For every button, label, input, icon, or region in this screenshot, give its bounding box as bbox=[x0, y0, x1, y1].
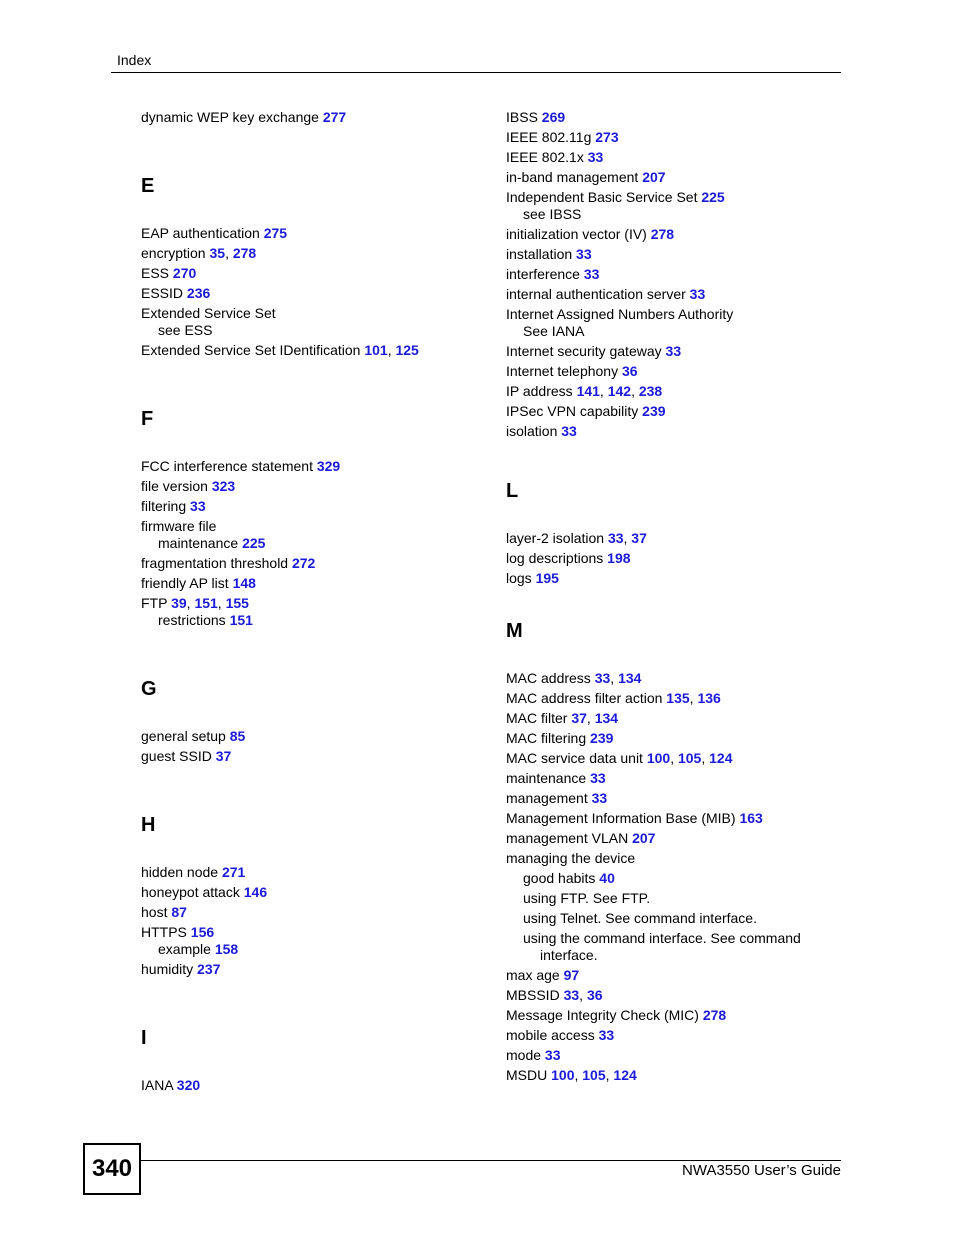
index-subentry bbox=[506, 890, 836, 907]
page-link[interactable]: 225 bbox=[701, 189, 725, 205]
index-term: MAC filtering bbox=[506, 730, 591, 746]
index-entry bbox=[141, 265, 471, 282]
index-term: IEEE 802.11g bbox=[506, 129, 596, 145]
index-term: managing the device bbox=[506, 850, 636, 866]
page-link[interactable]: 97 bbox=[563, 967, 580, 983]
page-link[interactable]: 124 bbox=[709, 750, 733, 766]
index-letter-m: M bbox=[506, 620, 523, 642]
page-link[interactable]: 36 bbox=[586, 987, 603, 1003]
page-link[interactable]: 33 bbox=[598, 1027, 615, 1043]
page-link[interactable]: 125 bbox=[395, 342, 419, 358]
index-entry bbox=[506, 343, 836, 360]
index-subentry bbox=[506, 323, 836, 340]
page-link[interactable]: 269 bbox=[541, 109, 566, 125]
index-term: guest SSID bbox=[141, 748, 216, 764]
index-group bbox=[141, 1077, 471, 1094]
index-entry bbox=[141, 924, 471, 941]
page-link[interactable]: 198 bbox=[607, 550, 631, 566]
page-link[interactable]: 33 bbox=[587, 149, 604, 165]
index-letter-l: L bbox=[506, 480, 519, 502]
page-link[interactable]: 270 bbox=[172, 265, 197, 281]
index-term: MAC address filter action bbox=[506, 690, 667, 706]
index-column-right bbox=[506, 106, 836, 1084]
page-link[interactable]: 100 bbox=[646, 750, 671, 766]
page-link[interactable]: 271 bbox=[221, 864, 246, 880]
index-entry: Extended Service Set IDentification 101, 125 bbox=[141, 342, 419, 358]
index-entry bbox=[506, 790, 836, 807]
index-subentry bbox=[506, 206, 836, 223]
index-entry: MAC address filter action 135, 136 bbox=[506, 690, 721, 706]
index-subentry bbox=[141, 612, 471, 629]
index-entry bbox=[141, 748, 471, 765]
index-letter-h: H bbox=[141, 814, 156, 836]
index-subterm: see ESS bbox=[158, 322, 213, 338]
index-term: MAC filter bbox=[506, 710, 572, 726]
index-group bbox=[141, 458, 471, 629]
index-subterm: See IANA bbox=[523, 323, 585, 339]
page-link[interactable]: 33 bbox=[544, 1047, 561, 1063]
index-term: MBSSID bbox=[506, 987, 564, 1003]
page-link[interactable]: 33 bbox=[591, 790, 608, 806]
index-term: Extended Service Set bbox=[141, 305, 276, 321]
index-term: Extended Service Set IDentification bbox=[141, 342, 365, 358]
page-link[interactable]: 33 bbox=[583, 266, 600, 282]
index-term: IEEE 802.1x bbox=[506, 149, 588, 165]
index-entry bbox=[141, 575, 471, 592]
page-link[interactable]: 239 bbox=[642, 403, 666, 419]
index-subterm: good habits bbox=[523, 870, 600, 886]
index-entry bbox=[506, 189, 836, 206]
index-term: IP address bbox=[506, 383, 577, 399]
page-link[interactable]: 207 bbox=[642, 169, 666, 185]
index-entry bbox=[506, 730, 836, 747]
index-term: general setup bbox=[141, 728, 230, 744]
index-entry: MAC service data unit 100, 105, 124 bbox=[506, 750, 733, 766]
index-entry bbox=[506, 266, 836, 283]
index-subterm: using the command interface. See command bbox=[523, 930, 801, 946]
index-entry bbox=[141, 305, 471, 322]
index-term: management VLAN bbox=[506, 830, 633, 846]
index-term: max age bbox=[506, 967, 564, 983]
header-rule bbox=[111, 72, 841, 73]
page-link[interactable]: 33 bbox=[563, 987, 580, 1003]
index-letter-g: G bbox=[141, 678, 157, 700]
index-term: fragmentation threshold bbox=[141, 555, 292, 571]
index-entry bbox=[141, 864, 471, 881]
index-term: firmware file bbox=[141, 518, 217, 534]
page-link[interactable]: 142 bbox=[607, 383, 632, 399]
page-link[interactable]: 37 bbox=[571, 710, 587, 726]
index-entry bbox=[506, 1007, 836, 1024]
index-term: host bbox=[141, 904, 172, 920]
index-entry bbox=[506, 109, 836, 126]
index-term: mode bbox=[506, 1047, 545, 1063]
page-link[interactable]: 237 bbox=[197, 961, 221, 977]
index-entry bbox=[141, 225, 471, 242]
index-entry bbox=[506, 770, 836, 787]
index-subentry bbox=[506, 910, 836, 927]
index-entry: MAC filter 37, 134 bbox=[506, 710, 619, 726]
index-entry bbox=[506, 1047, 836, 1064]
page-link[interactable]: 37 bbox=[631, 530, 647, 546]
index-term: IPSec VPN capability bbox=[506, 403, 643, 419]
index-entry bbox=[141, 884, 471, 901]
page-link[interactable]: 278 bbox=[702, 1007, 727, 1023]
index-entry: IP address 141, 142, 238 bbox=[506, 383, 663, 399]
index-entry bbox=[141, 518, 471, 535]
index-term: installation bbox=[506, 246, 577, 262]
page-link[interactable]: 155 bbox=[225, 595, 249, 611]
running-header: Index bbox=[117, 52, 152, 68]
page-link[interactable]: 277 bbox=[322, 109, 347, 125]
index-subterm: restrictions bbox=[158, 612, 230, 628]
index-entry bbox=[506, 169, 836, 186]
index-term: humidity bbox=[141, 961, 198, 977]
index-term: encryption bbox=[141, 245, 210, 261]
index-term: IANA bbox=[141, 1077, 177, 1093]
page-link[interactable]: 148 bbox=[232, 575, 256, 591]
index-term: mobile access bbox=[506, 1027, 599, 1043]
index-group bbox=[141, 225, 471, 359]
index-subterm: example bbox=[158, 941, 215, 957]
index-term: Internet Assigned Numbers Authority bbox=[506, 306, 734, 322]
index-entry bbox=[506, 363, 836, 380]
page-link[interactable]: 163 bbox=[739, 810, 763, 826]
page-link[interactable]: 278 bbox=[650, 226, 675, 242]
index-entry bbox=[141, 458, 471, 475]
page-link[interactable]: 273 bbox=[595, 129, 619, 145]
page-link[interactable]: 101 bbox=[364, 342, 388, 358]
page-link[interactable]: 39 bbox=[171, 595, 187, 611]
index-term: EAP authentication bbox=[141, 225, 264, 241]
page-link[interactable]: 320 bbox=[176, 1077, 201, 1093]
page-link[interactable]: 105 bbox=[677, 750, 702, 766]
index-term: in-band management bbox=[506, 169, 643, 185]
page-link[interactable]: 275 bbox=[263, 225, 288, 241]
index-entry: FTP 39, 151, 155 bbox=[141, 595, 249, 611]
index-group bbox=[141, 109, 471, 126]
page-link[interactable]: 146 bbox=[243, 884, 268, 900]
page-link[interactable]: 134 bbox=[618, 670, 642, 686]
index-entry bbox=[506, 129, 836, 146]
index-term: dynamic WEP key exchange bbox=[141, 109, 323, 125]
index-subentry bbox=[141, 535, 471, 552]
page-link[interactable]: 37 bbox=[215, 748, 232, 764]
index-term: ESS bbox=[141, 265, 173, 281]
index-term: MAC address bbox=[506, 670, 595, 686]
index-entry bbox=[141, 904, 471, 921]
index-entry bbox=[141, 961, 471, 978]
page-link[interactable]: 151 bbox=[229, 612, 253, 628]
page-link[interactable]: 33 bbox=[689, 286, 706, 302]
page-link[interactable]: 136 bbox=[697, 690, 721, 706]
index-group bbox=[506, 109, 836, 440]
index-term: logs bbox=[506, 570, 536, 586]
index-entry bbox=[506, 810, 836, 827]
index-term: HTTPS bbox=[141, 924, 191, 940]
page-link[interactable]: 156 bbox=[190, 924, 215, 940]
index-term: FTP bbox=[141, 595, 172, 611]
index-entry: layer-2 isolation 33, 37 bbox=[506, 530, 647, 546]
page-link[interactable]: 40 bbox=[599, 870, 615, 886]
page-link[interactable]: 135 bbox=[666, 690, 690, 706]
index-term: friendly AP list bbox=[141, 575, 233, 591]
index-term: log descriptions bbox=[506, 550, 608, 566]
page-link[interactable]: 33 bbox=[590, 770, 606, 786]
page-link[interactable]: 239 bbox=[590, 730, 614, 746]
index-subentry bbox=[141, 941, 471, 958]
index-term: MAC service data unit bbox=[506, 750, 647, 766]
index-letter-e: E bbox=[141, 175, 155, 197]
page-link[interactable]: 33 bbox=[594, 670, 611, 686]
index-term: Internet security gateway bbox=[506, 343, 666, 359]
page-link[interactable]: 36 bbox=[621, 363, 638, 379]
index-entry bbox=[506, 149, 836, 166]
index-entry bbox=[506, 1027, 836, 1044]
index-entry bbox=[506, 306, 836, 323]
page-link[interactable]: 100 bbox=[551, 1067, 575, 1083]
index-subentry bbox=[141, 322, 471, 339]
index-subterm: using Telnet. See command interface. bbox=[523, 910, 757, 926]
index-group bbox=[141, 728, 471, 765]
index-entry bbox=[141, 498, 471, 515]
index-term: management bbox=[506, 790, 592, 806]
page-link[interactable]: 238 bbox=[638, 383, 663, 399]
page-link[interactable]: 105 bbox=[582, 1067, 606, 1083]
page-link[interactable]: 151 bbox=[194, 595, 218, 611]
page-link[interactable]: 33 bbox=[576, 246, 592, 262]
index-entry bbox=[141, 478, 471, 495]
page-link[interactable]: 225 bbox=[242, 535, 266, 551]
page-link[interactable]: 207 bbox=[632, 830, 656, 846]
page-link[interactable]: 141 bbox=[576, 383, 600, 399]
index-entry bbox=[506, 570, 836, 587]
page-link[interactable]: 87 bbox=[171, 904, 187, 920]
page-link[interactable]: 278 bbox=[232, 245, 257, 261]
index-term: file version bbox=[141, 478, 212, 494]
index-term: ESSID bbox=[141, 285, 187, 301]
index-subentry-continuation: interface. bbox=[540, 947, 598, 963]
index-entry bbox=[506, 550, 836, 567]
index-letter-f: F bbox=[141, 408, 154, 430]
page-link[interactable]: 158 bbox=[214, 941, 239, 957]
index-term: hidden node bbox=[141, 864, 222, 880]
index-entry bbox=[506, 423, 836, 440]
index-term: internal authentication server bbox=[506, 286, 690, 302]
index-subterm: see IBSS bbox=[523, 206, 582, 222]
index-entry: MSDU 100, 105, 124 bbox=[506, 1067, 637, 1083]
index-entry bbox=[141, 285, 471, 302]
index-column-left bbox=[141, 106, 471, 1094]
page-link[interactable]: 195 bbox=[535, 570, 559, 586]
page-link[interactable]: 329 bbox=[316, 458, 341, 474]
index-term: Message Integrity Check (MIC) bbox=[506, 1007, 703, 1023]
page-link[interactable]: 33 bbox=[607, 530, 624, 546]
index-term: IBSS bbox=[506, 109, 542, 125]
page-link[interactable]: 85 bbox=[229, 728, 246, 744]
index-entry bbox=[506, 246, 836, 263]
index-term: layer-2 isolation bbox=[506, 530, 608, 546]
index-term: Internet telephony bbox=[506, 363, 622, 379]
index-term: filtering bbox=[141, 498, 191, 514]
index-group bbox=[506, 670, 836, 1084]
index-group bbox=[506, 530, 836, 587]
index-entry bbox=[141, 109, 471, 126]
index-term: Management Information Base (MIB) bbox=[506, 810, 740, 826]
page-link[interactable]: 272 bbox=[291, 555, 316, 571]
page-link[interactable]: 134 bbox=[594, 710, 619, 726]
index-entry bbox=[506, 226, 836, 243]
index-term: honeypot attack bbox=[141, 884, 244, 900]
index-entry bbox=[141, 728, 471, 745]
index-entry: MBSSID 33, 36 bbox=[506, 987, 603, 1003]
page-link[interactable]: 323 bbox=[211, 478, 236, 494]
index-entry bbox=[506, 830, 836, 847]
index-entry: encryption 35, 278 bbox=[141, 245, 257, 261]
page-number: 340 bbox=[83, 1143, 141, 1195]
page-link[interactable]: 33 bbox=[190, 498, 206, 514]
index-group bbox=[141, 864, 471, 978]
guide-title: NWA3550 User’s Guide bbox=[682, 1162, 841, 1179]
index-term: MSDU bbox=[506, 1067, 552, 1083]
index-subentry bbox=[506, 930, 836, 947]
page-link[interactable]: 124 bbox=[613, 1067, 637, 1083]
page-link[interactable]: 35 bbox=[209, 245, 226, 261]
index-entry bbox=[506, 967, 836, 984]
index-entry bbox=[506, 850, 836, 867]
index-term: interference bbox=[506, 266, 584, 282]
index-subterm: maintenance bbox=[158, 535, 243, 551]
index-subterm: using FTP. See FTP. bbox=[523, 890, 651, 906]
page-link[interactable]: 33 bbox=[561, 423, 577, 439]
index-entry: MAC address 33, 134 bbox=[506, 670, 642, 686]
index-entry bbox=[506, 403, 836, 420]
footer-rule bbox=[141, 1160, 841, 1161]
page-link[interactable]: 236 bbox=[186, 285, 211, 301]
index-entry bbox=[506, 286, 836, 303]
index-term: Independent Basic Service Set bbox=[506, 189, 702, 205]
index-subentry bbox=[506, 870, 836, 887]
index-term: isolation bbox=[506, 423, 562, 439]
page-link[interactable]: 33 bbox=[665, 343, 682, 359]
index-term: FCC interference statement bbox=[141, 458, 317, 474]
index-term: maintenance bbox=[506, 770, 591, 786]
index-letter-i: I bbox=[141, 1027, 147, 1049]
index-term: initialization vector (IV) bbox=[506, 226, 651, 242]
index-entry bbox=[141, 1077, 471, 1094]
index-entry bbox=[141, 555, 471, 572]
